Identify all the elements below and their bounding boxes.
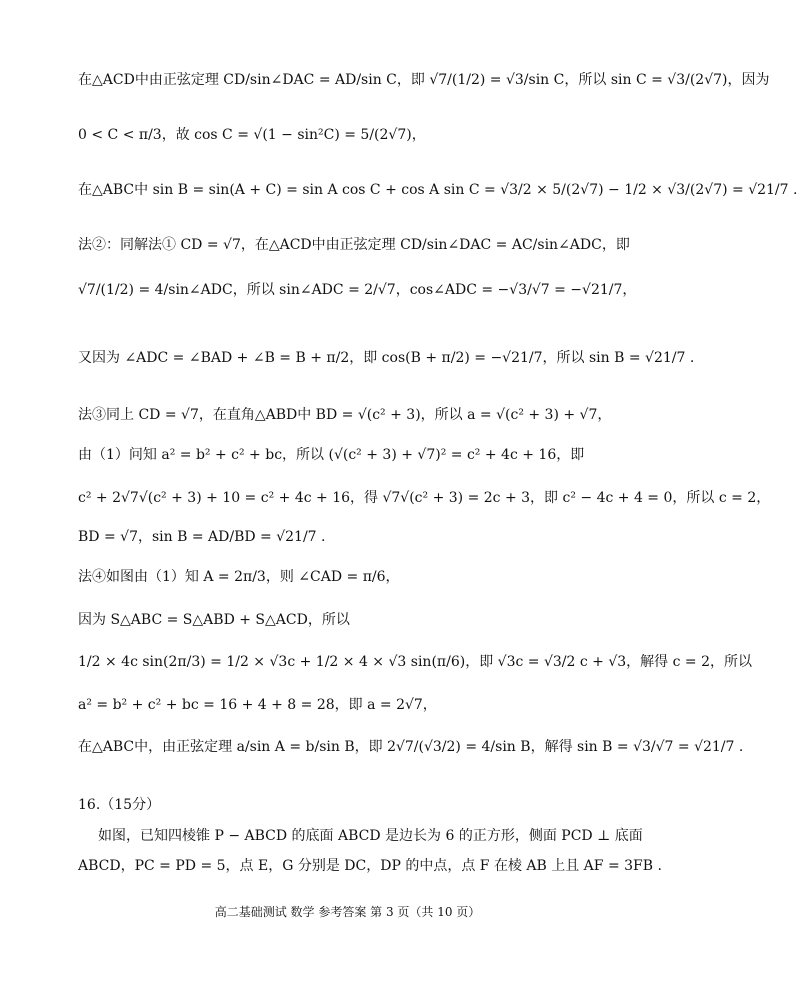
method2-line-3: 又因为 ∠ADC = ∠BAD + ∠B = B + π/2，即 cos(B + π/2) = −√21/7，所以 sin B = √21/7 . bbox=[78, 350, 695, 366]
problem-text-2: ABCD，PC = PD = 5，点 E，G 分别是 DC，DP 的中点，点 F 在棱 AB 上且 AF = 3FB . bbox=[78, 858, 662, 874]
method2-line-1: 法②：同解法① CD = √7，在△ACD中由正弦定理 CD/sin∠DAC = AC/sin∠ADC，即 bbox=[78, 237, 630, 253]
method4-line-5: 在△ABC中，由正弦定理 a/sin A = b/sin B，即 2√7/(√3/2) = 4/sin B，解得 sin B = √3/√7 = √21/7 . bbox=[78, 739, 744, 755]
solution-line-3: 在△ABC中 sin B = sin(A + C) = sin A cos C + cos A sin C = √3/2 × 5/(2√7) − 1/2 × √3/(2√7) = √21/7 . bbox=[78, 182, 797, 198]
method3-line-2: 由（1）问知 a² = b² + c² + bc，所以 (√(c² + 3) + √7)² = c² + 4c + 16，即 bbox=[78, 447, 585, 463]
page-footer: 高二基础测试 数学 参考答案 第 3 页（共 10 页） bbox=[214, 905, 481, 919]
method4-line-3: 1/2 × 4c sin(2π/3) = 1/2 × √3c + 1/2 × 4 × √3 sin(π/6)，即 √3c = √3/2 c + √3，解得 c = 2，所以 bbox=[78, 654, 752, 670]
problem-number: 16.（15分） bbox=[78, 797, 161, 813]
method3-line-4: BD = √7，sin B = AD/BD = √21/7 . bbox=[78, 529, 326, 545]
method4-line-1: 法④如图由（1）知 A = 2π/3，则 ∠CAD = π/6， bbox=[78, 569, 400, 585]
problem-text-1: 如图，已知四棱锥 P − ABCD 的底面 ABCD 是边长为 6 的正方形，侧面 PCD ⊥ 底面 bbox=[98, 828, 643, 844]
method4-line-4: a² = b² + c² + bc = 16 + 4 + 8 = 28，即 a = 2√7， bbox=[78, 697, 437, 713]
method3-line-3: c² + 2√7√(c² + 3) + 10 = c² + 4c + 16，得 √7√(c² + 3) = 2c + 3，即 c² − 4c + 4 = 0，所以 c = 2， bbox=[78, 490, 771, 506]
solution-line-2: 0 < C < π/3，故 cos C = √(1 − sin²C) = 5/(2√7)， bbox=[78, 127, 426, 143]
method2-line-2: √7/(1/2) = 4/sin∠ADC，所以 sin∠ADC = 2/√7，cos∠ADC = −√3/√7 = −√21/7， bbox=[78, 282, 637, 298]
method4-line-2: 因为 S△ABC = S△ABD + S△ACD，所以 bbox=[78, 612, 350, 628]
method3-line-1: 法③同上 CD = √7，在直角△ABD中 BD = √(c² + 3)，所以 a = √(c² + 3) + √7， bbox=[78, 407, 612, 423]
solution-line-1: 在△ACD中由正弦定理 CD/sin∠DAC = AD/sin C，即 √7/(1/2) = √3/sin C，所以 sin C = √3/(2√7)，因为 bbox=[78, 72, 770, 88]
